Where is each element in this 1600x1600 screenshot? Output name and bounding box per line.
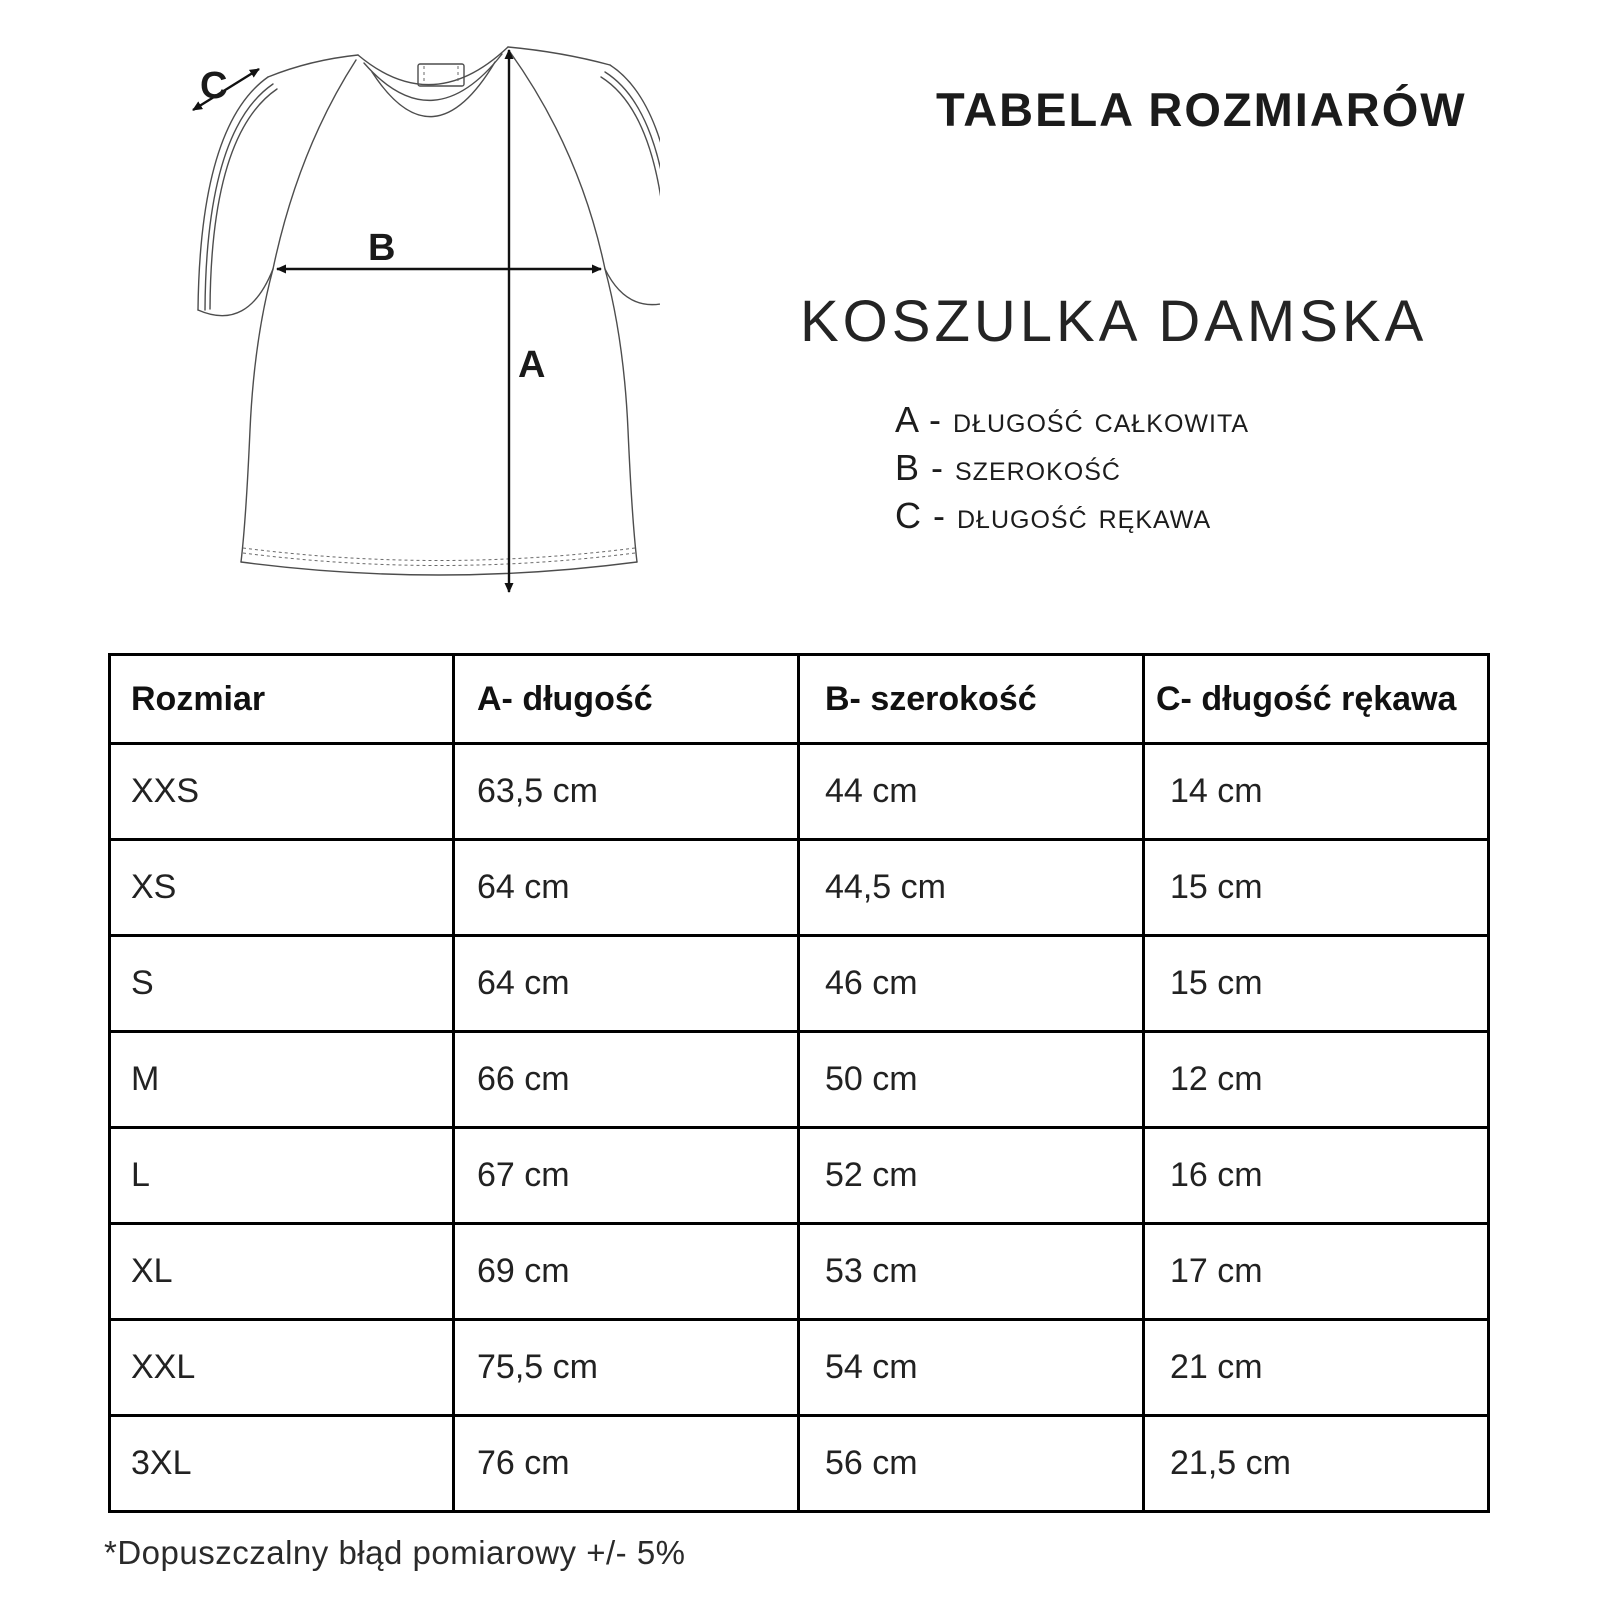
size-cell: XXS (110, 744, 454, 840)
legend-item-a: A - długość całkowita (895, 399, 1250, 440)
collar (358, 47, 508, 117)
width-cell: 56 cm (799, 1416, 1144, 1512)
legend-item-c: C - długość rękawa (895, 495, 1212, 536)
length-cell: 64 cm (454, 840, 799, 936)
table-row (110, 744, 1489, 840)
size-cell: L (110, 1128, 454, 1224)
tshirt-diagram (140, 20, 660, 620)
size-cell: M (110, 1032, 454, 1128)
size-cell: 3XL (110, 1416, 454, 1512)
size-cell: XL (110, 1224, 454, 1320)
sleeve-cell: 12 cm (1144, 1032, 1489, 1128)
table-row (110, 1224, 1489, 1320)
legend-item-b: B - szerokość (895, 447, 1121, 488)
length-cell: 63,5 cm (454, 744, 799, 840)
length-cell: 67 cm (454, 1128, 799, 1224)
table-row (110, 936, 1489, 1032)
col-header-size: Rozmiar (110, 655, 454, 744)
measurement-legend (895, 396, 1249, 540)
length-cell: 64 cm (454, 936, 799, 1032)
width-cell: 44 cm (799, 744, 1144, 840)
page-title: TABELA ROZMIARÓW (936, 83, 1467, 136)
table-row (110, 1128, 1489, 1224)
size-cell: XS (110, 840, 454, 936)
sleeve-cell: 21,5 cm (1144, 1416, 1489, 1512)
body-outline (241, 269, 637, 575)
table-row (110, 840, 1489, 936)
width-cell: 44,5 cm (799, 840, 1144, 936)
table-header-row (110, 655, 1489, 744)
sleeve-cell: 14 cm (1144, 744, 1489, 840)
width-cell: 46 cm (799, 936, 1144, 1032)
width-cell: 53 cm (799, 1224, 1144, 1320)
size-cell: S (110, 936, 454, 1032)
right-sleeve (510, 52, 660, 305)
width-cell: 50 cm (799, 1032, 1144, 1128)
sleeve-cell: 15 cm (1144, 936, 1489, 1032)
length-cell: 66 cm (454, 1032, 799, 1128)
product-name: KOSZULKA DAMSKA (800, 289, 1428, 354)
table-row (110, 1032, 1489, 1128)
width-cell: 54 cm (799, 1320, 1144, 1416)
neck-label (418, 64, 464, 86)
tolerance-footnote: *Dopuszczalny błąd pomiarowy +/- 5% (104, 1534, 686, 1571)
size-table (108, 653, 1490, 1513)
table-row (110, 1320, 1489, 1416)
size-cell: XXL (110, 1320, 454, 1416)
length-cell: 76 cm (454, 1416, 799, 1512)
length-cell: 75,5 cm (454, 1320, 799, 1416)
table-row (110, 1416, 1489, 1512)
col-header-width: B- szerokość (799, 655, 1144, 744)
width-cell: 52 cm (799, 1128, 1144, 1224)
arrow-label-c: C (200, 65, 228, 107)
sleeve-cell: 15 cm (1144, 840, 1489, 936)
col-header-sleeve: C- długość rękawa (1144, 655, 1489, 744)
arrow-label-b: B (368, 227, 396, 269)
length-cell: 69 cm (454, 1224, 799, 1320)
col-header-length: A- długość (454, 655, 799, 744)
sleeve-cell: 17 cm (1144, 1224, 1489, 1320)
sleeve-cell: 21 cm (1144, 1320, 1489, 1416)
arrow-label-a: A (518, 344, 546, 386)
sleeve-cell: 16 cm (1144, 1128, 1489, 1224)
